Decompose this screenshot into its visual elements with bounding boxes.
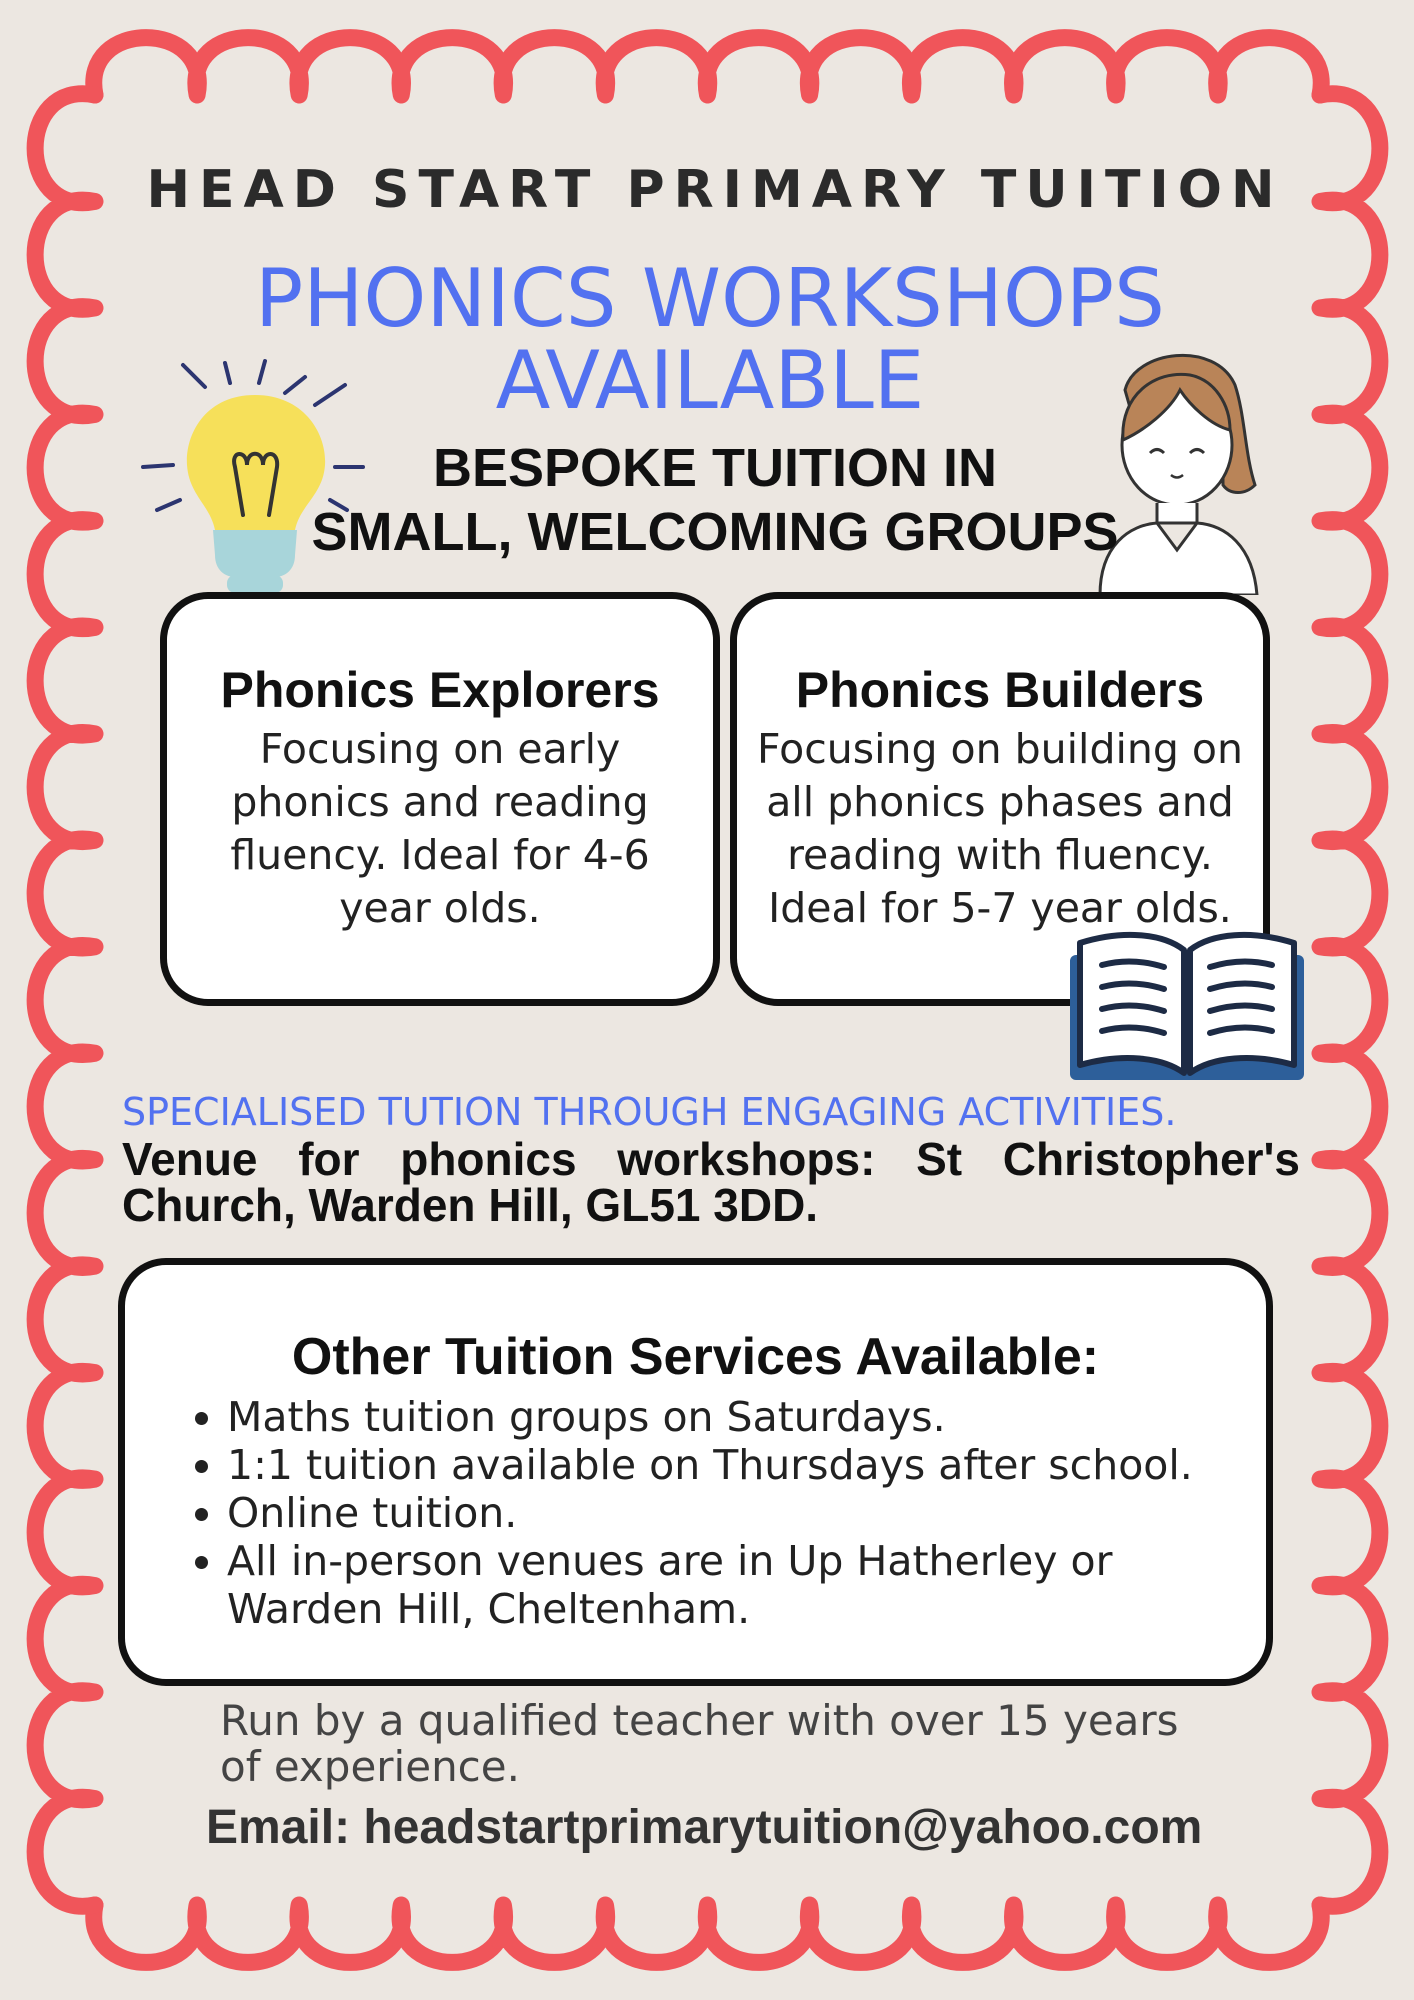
headline-line: PHONICS WORKSHOPS xyxy=(255,252,1165,345)
card-title: Phonics Builders xyxy=(795,662,1205,718)
list-item: • Maths tuition groups on Saturdays. xyxy=(227,1393,1266,1441)
card-line: phonics and reading xyxy=(231,778,649,826)
card-line: year olds. xyxy=(339,884,541,932)
subheading-line: BESPOKE TUITION IN xyxy=(432,438,998,498)
border-wave xyxy=(1320,94,1380,1907)
card-title: Phonics Explorers xyxy=(220,662,660,718)
business-name: HEAD START PRIMARY TUITION xyxy=(146,160,1284,220)
specialised-tagline: SPECIALISED TUTION THROUGH ENGAGING ACTIVITIES. xyxy=(122,1090,1177,1134)
venue-info: Venue for phonics workshops: St Christopher's Church, Warden Hill, GL51 3DD. xyxy=(122,1133,1300,1231)
contact-email: Email: headstartprimarytuition@yahoo.com xyxy=(206,1801,1203,1854)
border-wave xyxy=(94,38,1321,95)
card-line: Focusing on building on xyxy=(757,725,1243,773)
card-line: all phonics phases and xyxy=(766,778,1234,826)
services-list xyxy=(125,1393,1266,1633)
border-wave xyxy=(94,1905,1321,1962)
card-phonics-explorers xyxy=(160,592,720,1006)
open-book-icon xyxy=(1062,925,1312,1085)
border-wave xyxy=(35,94,95,1907)
subheading xyxy=(300,436,1130,564)
teacher-credentials xyxy=(220,1698,1260,1790)
list-item: • Online tuition. xyxy=(227,1489,1266,1537)
headline xyxy=(230,252,1190,427)
card-other-services xyxy=(118,1258,1273,1686)
card-line: fluency. Ideal for 4-6 xyxy=(230,831,650,879)
card-line: Ideal for 5-7 year olds. xyxy=(768,884,1232,932)
list-item: • 1:1 tuition available on Thursdays after school. xyxy=(227,1441,1266,1489)
list-item: • All in-person venues are in Up Hatherley or Warden Hill, Cheltenham. xyxy=(227,1537,1266,1633)
services-title: Other Tuition Services Available: xyxy=(291,1328,1100,1386)
card-line: Focusing on early xyxy=(259,725,621,773)
footer-line: of experience. xyxy=(220,1742,520,1791)
card-description xyxy=(737,723,1263,935)
footer-line: Run by a qualified teacher with over 15 years xyxy=(220,1696,1179,1745)
subheading-line: SMALL, WELCOMING GROUPS xyxy=(311,502,1119,562)
card-line: reading with fluency. xyxy=(787,831,1213,879)
card-description xyxy=(167,723,713,935)
headline-line: AVAILABLE xyxy=(495,334,925,427)
